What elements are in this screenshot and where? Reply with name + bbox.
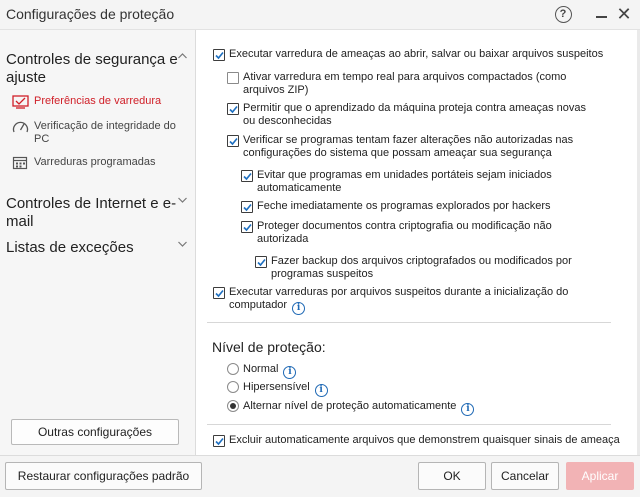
restore-defaults-button[interactable]: Restaurar configurações padrão <box>5 462 202 490</box>
chevron-down-icon <box>178 197 186 205</box>
checkbox[interactable] <box>213 287 225 299</box>
checkbox[interactable] <box>241 221 253 233</box>
option-label: Permitir que o aprendizado da máquina proteja contra ameaças novas ou desconhecidas <box>243 102 587 127</box>
checkbox[interactable] <box>227 72 239 84</box>
option-label: Verificar se programas tentam fazer alterações não autorizadas nas configurações do sistema que possam ameaçar sua segurança <box>243 134 574 159</box>
info-icon[interactable]: i <box>283 366 296 379</box>
help-button[interactable] <box>552 3 574 25</box>
info-icon[interactable]: i <box>461 403 474 416</box>
sidebar-item-label: Verificação de integridade do PC <box>34 120 176 145</box>
option-close-exploited[interactable] <box>241 200 591 213</box>
calendar-icon <box>12 156 30 170</box>
sidebar-item-scan-preferences[interactable] <box>12 95 182 108</box>
sidebar-section-security[interactable] <box>6 51 186 87</box>
radio-button[interactable] <box>227 363 239 375</box>
sidebar-section-label: Listas de exceções <box>6 239 134 256</box>
sidebar-section-label: Controles de Internet e e-mail <box>6 195 177 230</box>
sidebar-item-label: Preferências de varredura <box>34 95 162 107</box>
help-icon: ? <box>555 6 572 23</box>
option-unauthorized-changes[interactable] <box>227 134 597 160</box>
option-label: Excluir automaticamente arquivos que demonstrem quaisquer sinais de ameaça <box>229 434 620 446</box>
scan-preferences-panel <box>197 30 640 455</box>
radio-button[interactable] <box>227 381 239 393</box>
option-label: Executar varreduras por arquivos suspeitos durante a inicialização do computador <box>229 286 569 311</box>
radio-normal[interactable] <box>227 363 296 379</box>
info-icon[interactable]: i <box>315 384 328 397</box>
apply-button[interactable]: Aplicar <box>566 462 634 490</box>
option-backup-encrypted[interactable] <box>255 255 585 281</box>
radio-auto-switch[interactable] <box>227 400 474 416</box>
gauge-icon <box>12 120 30 134</box>
title-bar <box>0 0 640 30</box>
option-machine-learning[interactable] <box>227 102 597 128</box>
option-scan-at-startup[interactable] <box>213 286 583 315</box>
checkbox[interactable] <box>255 256 267 268</box>
option-scan-on-open[interactable] <box>213 48 623 61</box>
close-icon: ✕ <box>616 3 632 24</box>
checkbox[interactable] <box>227 135 239 147</box>
sidebar-section-label: Controles de segurança e ajuste <box>6 51 178 86</box>
protection-level-title: Nível de proteção: <box>212 339 326 355</box>
checkbox[interactable] <box>213 49 225 61</box>
checkbox[interactable] <box>241 201 253 213</box>
ok-button[interactable]: OK <box>418 462 486 490</box>
chevron-down-icon <box>178 241 186 249</box>
close-button[interactable] <box>613 3 635 25</box>
option-label: Proteger documentos contra criptografia ou modificação não autorizada <box>257 220 552 245</box>
option-block-portable-autorun[interactable] <box>241 169 591 195</box>
divider <box>207 424 611 425</box>
sidebar-section-internet-email[interactable] <box>6 195 186 231</box>
sidebar-item-scheduled-scans[interactable] <box>12 156 182 169</box>
other-settings-button[interactable]: Outras configurações <box>11 419 179 445</box>
sidebar-item-label: Varreduras programadas <box>34 156 156 168</box>
option-label: Ativar varredura em tempo real para arquivos compactados (como arquivos ZIP) <box>243 71 567 96</box>
option-protect-documents[interactable] <box>241 220 581 246</box>
radio-button[interactable] <box>227 400 239 412</box>
chevron-up-icon <box>178 53 186 61</box>
option-realtime-compressed[interactable] <box>227 71 597 97</box>
option-auto-delete-threats[interactable] <box>213 434 628 447</box>
dialog-footer <box>0 455 640 497</box>
cancel-button[interactable]: Cancelar <box>491 462 559 490</box>
checkbox[interactable] <box>241 170 253 182</box>
sidebar-item-pc-health[interactable] <box>12 120 182 146</box>
option-label: Evitar que programas em unidades portáteis sejam iniciados automaticamente <box>257 169 552 194</box>
sidebar-section-exceptions[interactable] <box>6 239 186 257</box>
checkbox[interactable] <box>213 435 225 447</box>
radio-label: Hipersensível <box>243 381 310 393</box>
minimize-icon <box>596 16 607 18</box>
monitor-check-icon <box>12 95 30 109</box>
radio-label: Normal <box>243 363 279 375</box>
window-title: Configurações de proteção <box>6 6 175 22</box>
option-label: Fazer backup dos arquivos criptografados ou modificados por programas suspeitos <box>271 255 572 280</box>
info-icon[interactable]: i <box>292 302 305 315</box>
checkbox[interactable] <box>227 103 239 115</box>
radio-label: Alternar nível de proteção automaticamente <box>243 400 457 412</box>
radio-hypersensitive[interactable] <box>227 381 328 397</box>
divider <box>207 322 611 323</box>
sidebar <box>0 30 196 455</box>
option-label: Feche imediatamente os programas explorados por hackers <box>257 200 551 212</box>
option-label: Executar varredura de ameaças ao abrir, salvar ou baixar arquivos suspeitos <box>229 48 604 60</box>
minimize-button[interactable] <box>590 3 612 25</box>
